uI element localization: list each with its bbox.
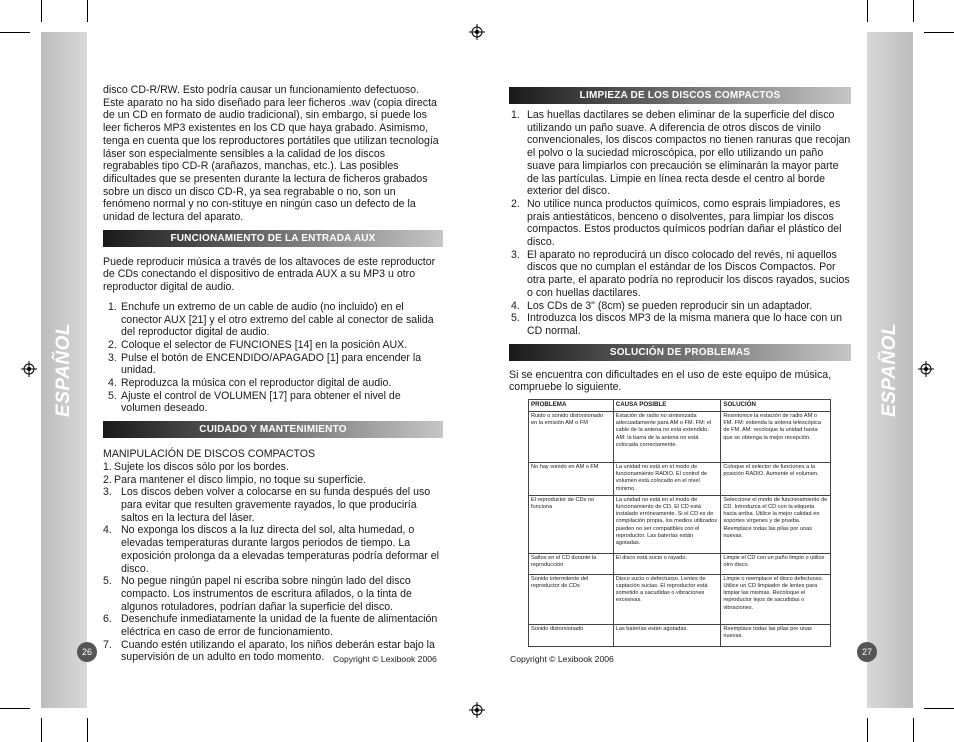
registration-mark-icon [469, 24, 485, 40]
cleaning-section-heading: LIMPIEZA DE LOS DISCOS COMPACTOS [509, 87, 851, 104]
list-item: 5. Ajuste el control de VOLUMEN [17] para obtener el nivel de volumen deseado. [108, 389, 401, 415]
list-item: 1. Las huellas dactilares se deben eliminar de la superficie del disco utilizando un paño suave. A diferencia de otros discos de vinilo convencionales, los discos compactos no tienen ranuras que recojan el polvo o la suciedad microscópica, por ello utilizando un paño suave para limpiarlos con precaución se eliminarán la mayor parte de las partículas. Limpie en línea recta desde el centro al borde exterior del disco. [511, 109, 851, 198]
list-item: 7. Cuando estén utilizando el aparato, los niños deberán estar bajo la supervisión de un adulto en todo momento. [103, 638, 435, 664]
list-item: 4. Reproduzca la música con el reproductor digital de audio. [108, 377, 392, 390]
crop-mark [913, 0, 914, 22]
troubleshooting-section-heading: SOLUCIÓN DE PROBLEMAS [509, 344, 851, 361]
crop-mark [0, 32, 30, 33]
right-language-label: ESPAÑOL [879, 323, 900, 417]
crop-mark [924, 32, 954, 33]
troubleshooting-table [528, 399, 831, 647]
cleaning-steps-list [509, 109, 851, 338]
copyright-left: Copyright © Lexibook 2006 [333, 654, 437, 664]
table-row [529, 463, 831, 496]
table-header-cell: CAUSA POSIBLE [613, 400, 721, 412]
registration-mark-icon [469, 702, 485, 718]
care-steps-list [103, 461, 443, 664]
list-item: 3. El aparato no reproducirá un disco colocado del revés, ni aquellos discos que no cumplan el estándar de los Discos Compactos. Por otra parte, el aparato podría no reproducir los discos rayados, sucios o con huellas dactilares. [511, 248, 850, 299]
left-language-sidebar [41, 32, 87, 708]
aux-section-heading: FUNCIONAMIENTO DE LA ENTRADA AUX [103, 230, 443, 247]
right-page-column [509, 87, 851, 394]
page-number-left: 26 [77, 642, 97, 662]
list-item: 3. Pulse el botón de ENCENDIDO/APAGADO [1] para encender la unidad. [108, 351, 422, 377]
table-row [529, 624, 831, 646]
list-item: 5. Introduzca los discos MP3 de la misma manera que lo hace con un CD normal. [511, 312, 843, 337]
table-cell: Resintonice la estación de radio AM o FM. FM: extienda la antena telescópica de FM. AM: recoloque la unidad hasta que se obtenga la mejor recepción. [721, 412, 831, 463]
table-cell: El reproductor de CDs no funciona [529, 495, 614, 553]
crop-mark [87, 0, 88, 22]
table-cell: No hay sonido en AM o FM [529, 463, 614, 496]
table-row [529, 574, 831, 624]
table-cell: Saltos en el CD durante la reproducción [529, 553, 614, 574]
table-cell: El disco está sucio o rayado. [613, 553, 721, 574]
care-subheading: MANIPULACIÓN DE DISCOS COMPACTOS [103, 448, 316, 461]
registration-mark-icon [918, 361, 934, 377]
table-header-cell: SOLUCIÓN [721, 400, 831, 412]
table-cell: Disco sucio o defectuoso. Lentes de captación sucias. El reproductor está sometido a sacudidas o vibraciones excesivas. [613, 574, 721, 624]
list-item: 6. Desenchufe inmediatamente la unidad de la fuente de alimentación eléctrica en caso de error de funcionamiento. [103, 613, 438, 639]
list-item: 4. Los CDs de 3" (8cm) se pueden reproducir sin un adaptador. [511, 299, 813, 312]
registration-mark-icon [21, 361, 37, 377]
table-cell: Seleccione el modo de funcionamiento de CD. Introduzca el CD con la etiqueta hacia arriba. Utilice la mejor calidad en soportes vírgenes y de prueba. Reemplace todas las pilas por unas nuevas. [721, 495, 831, 553]
list-item: 2. Coloque el selector de FUNCIONES [14] en la posición AUX. [108, 338, 408, 351]
right-language-sidebar [867, 32, 913, 708]
crop-mark [913, 718, 914, 742]
table-row [529, 495, 831, 553]
list-item: 2. No utilice nunca productos químicos, como esprais limpiadores, es prais antiestáticos, benceno o disolventes, para limpiar los discos compactos. Estos productos químicos podrían dañar el plástico del disco. [511, 197, 842, 249]
list-item: 3. Los discos deben volver a colocarse en su funda después del uso para evitar que resulten gravemente rayados, lo que produciría saltos en la lectura del láser. [103, 486, 431, 524]
table-cell: Sonido intermitente del reproductor de CDs [529, 574, 614, 624]
cd-rw-intro-paragraph: disco CD-R/RW. Esto podría causar un funcionamiento defectuoso. Este aparato no ha sido diseñado para leer ficheros .wav (copia directa de un CD en formato de audio tradicional), sin embargo, sí puede los leer ficheros MP3 existentes en los CD que haya grabado. Asimismo, tenga en cuenta que los reproductores portátiles que utilizan tecnología láser son especialmente sensibles a la calidad de los discos regrabables tipo CD-R (arañazos, manchas, etc.). Las posibles dificultades que se presenten durante la lectura de ficheros grabados sobre un disco un disco CD-R, ya sea regrabable o no, son un fenómeno normal y no con-stituye en ningún caso un defecto de la unidad de lectura del aparato. [103, 84, 439, 224]
table-cell: Coloque el selector de funciones a la posición RADIO. Aumente el volumen. [721, 463, 831, 496]
crop-mark [867, 0, 868, 22]
table-cell: La unidad no está en el modo de funcionamiento de CD. El CD está instalado erróneamente. Si el CD es de compilación propia, los medios utilizados pueden no ser compatibles con el reproductor. Las baterías están agotadas. [613, 495, 721, 553]
table-cell: La unidad no está en el modo de funcionamiento RADIO. El control de volumen está colocado en el nivel mínimo. [613, 463, 721, 496]
crop-mark [0, 708, 30, 709]
crop-mark [41, 718, 42, 742]
table-cell: Limpie el CD con un paño limpio o utilice otro disco. [721, 553, 831, 574]
list-item: 5. No pegue ningún papel ni escriba sobre ningún lado del disco compacto. Los instrumentos de escritura afilados, o la tinta de algunos rotuladores, podrían dañar la superficie del disco. [103, 575, 412, 613]
crop-mark [87, 718, 88, 742]
table-row [529, 553, 831, 574]
copyright-right: Copyright © Lexibook 2006 [510, 654, 614, 664]
table-cell: Estación de radio no sintonizada adecuadamente para AM o FM. FM: el cable de la antena no está extendido. AM: la barra de la antena no está colocada correctamente. [613, 412, 721, 463]
list-item: 1. Enchufe un extremo de un cable de audio (no incluido) en el conector AUX [21] y el otro extremo del cable al conector de salida del reproductor digital de audio. [108, 300, 434, 339]
aux-intro-paragraph: Puede reproducir música a través de los altavoces de este reproductor de CDs conectando el dispositivo de entrada AUX a su MP3 u otro reproductor digital de audio. [103, 255, 436, 294]
table-cell: Sonido distorsionado [529, 624, 614, 646]
table-cell: Reemplace todas las pilas por unas nuevas. [721, 624, 831, 646]
care-section-heading: CUIDADO Y MANTENIMIENTO [103, 421, 443, 438]
table-header-cell: PROBLEMA [529, 400, 614, 412]
table-cell: Las baterías están agotadas. [613, 624, 721, 646]
crop-mark [924, 708, 954, 709]
crop-mark [41, 0, 42, 22]
left-page-column [103, 84, 443, 664]
crop-mark [867, 718, 868, 742]
table-row [529, 412, 831, 463]
table-cell: Limpie o reemplace el disco defectuoso. Utilice un CD limpiador de lentes para limpiar las mismas. Recoloque el reproductor lejos de sacudidas o vibraciones. [721, 574, 831, 624]
table-cell: Ruido o sonido distorsionado en la emisión AM o FM [529, 412, 614, 463]
page-number-right: 27 [857, 642, 877, 662]
table-header-row [529, 400, 831, 412]
list-item: 4. No exponga los discos a la luz directa del sol, alta humedad, o elevadas temperaturas durante largos periodos de tiempo. La exposición prolonga da a elevadas temperaturas podría deformar el disco. [103, 524, 440, 575]
list-item: 1. Sujete los discos sólo por los bordes. [103, 460, 289, 473]
aux-steps-list [103, 301, 443, 415]
list-item: 2. Para mantener el disco limpio, no toque su superficie. [103, 473, 367, 486]
troubleshooting-intro: Si se encuentra con dificultades en el uso de este equipo de música, compruebe lo siguiente. [509, 368, 832, 394]
left-language-label: ESPAÑOL [53, 323, 74, 417]
